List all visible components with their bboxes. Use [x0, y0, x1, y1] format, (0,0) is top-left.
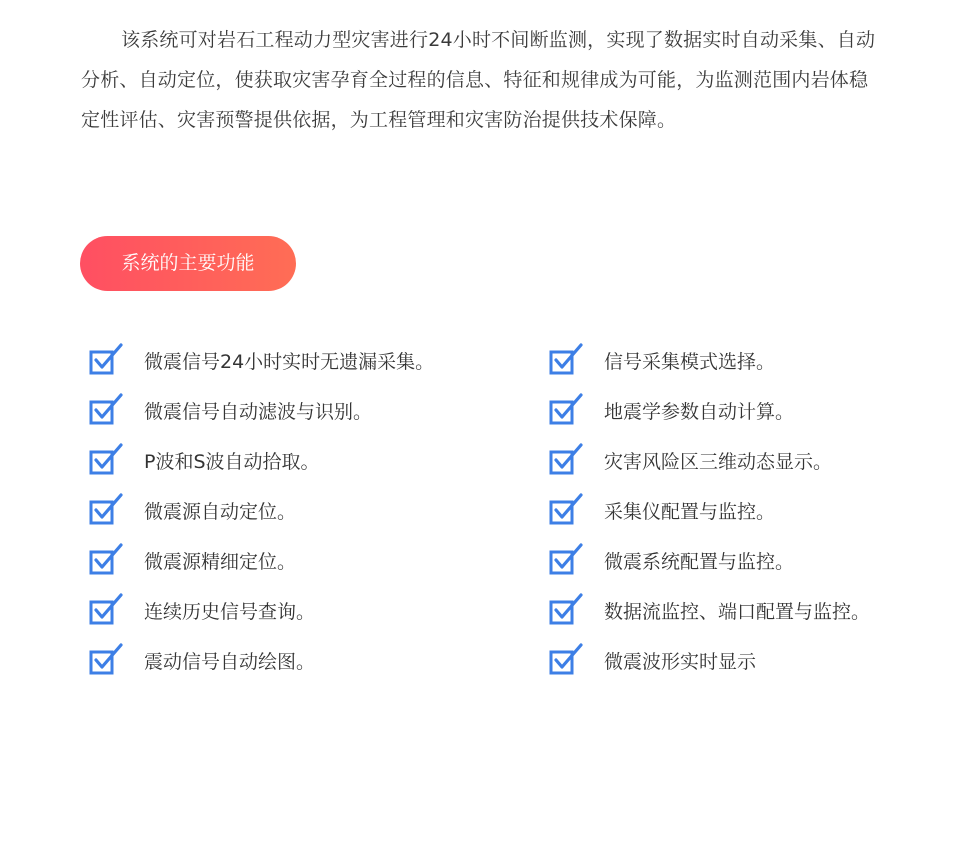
checkbox-checked-icon — [88, 393, 124, 427]
checkbox-checked-icon — [88, 443, 124, 477]
checkbox-checked-icon — [88, 343, 124, 377]
feature-label: 微震系统配置与监控。 — [604, 551, 795, 573]
feature-item — [548, 590, 960, 640]
checkbox-checked-icon — [548, 543, 584, 577]
section-title: 系统的主要功能 — [121, 252, 255, 274]
checkbox-checked-icon — [548, 643, 584, 677]
feature-label: 连续历史信号查询。 — [144, 601, 316, 623]
feature-column-left — [88, 340, 508, 690]
checkbox-checked-icon — [88, 543, 124, 577]
section-title-pill — [80, 236, 296, 291]
feature-column-right — [548, 340, 960, 690]
feature-label: 微震信号24小时实时无遗漏采集。 — [144, 351, 435, 373]
intro-paragraph: 该系统可对岩石工程动力型灾害进行24小时不间断监测，实现了数据实时自动采集、自动分析、自动定位，使获取灾害孕育全过程的信息、特征和规律成为可能，为监测范围内岩体稳定性评估、灾害预警提供依据，为工程管理和灾害防治提供技术保障。 — [81, 29, 876, 131]
feature-item — [548, 440, 960, 490]
checkbox-checked-icon — [88, 493, 124, 527]
checkbox-checked-icon — [88, 643, 124, 677]
feature-item — [548, 540, 960, 590]
feature-label: 地震学参数自动计算。 — [604, 401, 795, 423]
checkbox-checked-icon — [548, 493, 584, 527]
feature-item — [88, 590, 508, 640]
feature-item — [548, 640, 960, 690]
feature-label: 微震源精细定位。 — [144, 551, 297, 573]
feature-label: 微震信号自动滤波与识别。 — [144, 401, 373, 423]
checkbox-checked-icon — [548, 343, 584, 377]
feature-label: 灾害风险区三维动态显示。 — [604, 451, 833, 473]
feature-item — [548, 390, 960, 440]
feature-label: 信号采集模式选择。 — [604, 351, 776, 373]
feature-item — [88, 440, 508, 490]
feature-label: 微震波形实时显示 — [604, 651, 757, 673]
feature-label: 数据流监控、端口配置与监控。 — [604, 601, 871, 623]
checkbox-checked-icon — [548, 393, 584, 427]
checkbox-checked-icon — [88, 593, 124, 627]
feature-label: 采集仪配置与监控。 — [604, 501, 776, 523]
feature-item — [88, 540, 508, 590]
checkbox-checked-icon — [548, 593, 584, 627]
feature-item — [88, 390, 508, 440]
feature-item — [88, 340, 508, 390]
feature-item — [548, 340, 960, 390]
checkbox-checked-icon — [548, 443, 584, 477]
feature-item — [548, 490, 960, 540]
feature-label: 微震源自动定位。 — [144, 501, 297, 523]
feature-item — [88, 640, 508, 690]
feature-label: 震动信号自动绘图。 — [144, 651, 316, 673]
feature-item — [88, 490, 508, 540]
feature-label: P波和S波自动拾取。 — [144, 451, 320, 473]
